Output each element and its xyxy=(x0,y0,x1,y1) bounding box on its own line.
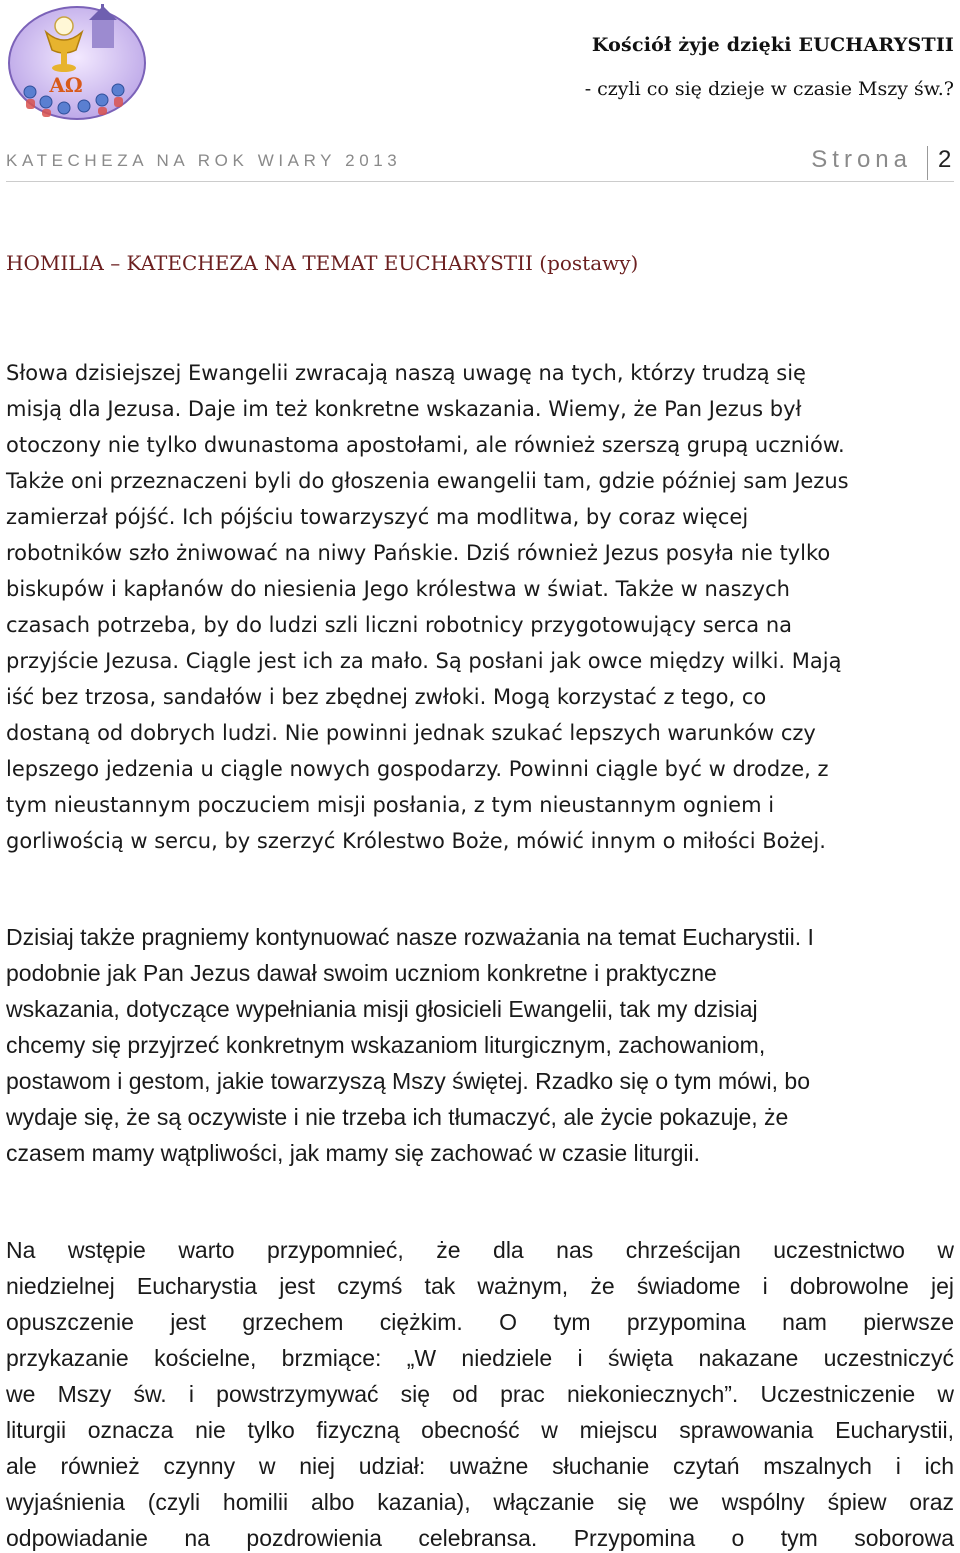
header-subtitle: - czyli co się dzieje w czasie Mszy św.? xyxy=(584,78,954,100)
paragraph-line: dostaną od dobrych ludzi. Nie powinni jednak szukać lepszych warunków czy xyxy=(6,721,816,745)
paragraph-line: Także oni przeznaczeni byli do głoszenia ewangelii tam, gdzie później sam Jezus xyxy=(6,469,849,493)
page-number: 2 xyxy=(938,146,952,173)
paragraph-line: ale również czynny w niej udział: uważne słuchanie czytań mszalnych i ich xyxy=(6,1453,954,1479)
logo-letters: AΩ xyxy=(49,73,83,97)
paragraph-line: lepszego jedzenia u ciągle nowych gospodarzy. Powinni ciągle być w drodze, z xyxy=(6,757,829,781)
paragraph-line: chcemy się przyjrzeć konkretnym wskazaniom liturgicznym, zachowaniom, xyxy=(6,1032,766,1058)
paragraph-line: wyjaśnienia (czyli homilii albo kazania), włączanie się we wspólny śpiew oraz xyxy=(6,1489,954,1515)
paragraph-line: odpowiadanie na pozdrowienia celebransa. Przypomina o tym soborowa xyxy=(6,1525,954,1551)
parish-logo xyxy=(6,4,148,122)
paragraph-line: przykazanie kościelne, brzmiące: „W niedziele i święta nakazane uczestniczyć xyxy=(6,1345,954,1371)
paragraph-line: robotników szło żniwować na niwy Pańskie. Dziś również Jezus posyła nie tylko xyxy=(6,541,831,565)
paragraph-line: zamierzał pójść. Ich pójściu towarzyszyć ma modlitwa, by coraz więcej xyxy=(6,505,749,529)
paragraph-line: gorliwością w sercu, by szerzyć Królestwo Boże, mówić innym o miłości Bożej. xyxy=(6,829,826,853)
paragraph-line: iść bez trzosa, sandałów i bez zbędnej zwłoki. Mogą korzystać z tego, co xyxy=(6,685,767,709)
paragraph-line: liturgii oznacza nie tylko fizyczną obecność w miejscu sprawowania Eucharystii, xyxy=(6,1417,954,1443)
paragraph-line: wydaje się, że są oczywiste i nie trzeba ich tłumaczyć, ale życie pokazuje, że xyxy=(6,1104,789,1130)
paragraph-line: Słowa dzisiejszej Ewangelii zwracają naszą uwagę na tych, którzy trudzą się xyxy=(6,361,806,385)
paragraph-line: otoczony nie tylko dwunastoma apostołami, ale również szerszą grupą uczniów. xyxy=(6,433,845,457)
page-number-divider xyxy=(927,146,928,180)
paragraph-line: opuszczenie jest grzechem ciężkim. O tym przypomina nam pierwsze xyxy=(6,1309,954,1335)
paragraph-line: we Mszy św. i powstrzymywać się od prac niekoniecznych”. Uczestniczenie w xyxy=(6,1381,954,1407)
header-title: Kościół żyje dzięki EUCHARYSTII xyxy=(591,34,954,56)
paragraph-line: czasem mamy wątpliwości, jak mamy się zachować w czasie liturgii. xyxy=(6,1140,701,1166)
page-word: Strona xyxy=(811,146,912,173)
paragraph-line: Na wstępie warto przypomnieć, że dla nas chrześcijan uczestnictwo w xyxy=(6,1237,954,1263)
header-rule xyxy=(6,181,954,182)
section-heading: HOMILIA – KATECHEZA NA TEMAT EUCHARYSTII (postawy) xyxy=(6,251,639,275)
paragraph-line: wskazania, dotyczące wypełniania misji głosicieli Ewangelii, tak my dzisiaj xyxy=(6,996,758,1022)
paragraph-line: misją dla Jezusa. Daje im też konkretne wskazania. Wiemy, że Pan Jezus był xyxy=(6,397,802,421)
running-head: KATECHEZA NA ROK WIARY 2013 xyxy=(6,151,402,170)
paragraph-line: Dzisiaj także pragniemy kontynuować nasze rozważania na temat Eucharystii. I xyxy=(6,924,814,950)
paragraph-line: niedzielnej Eucharystia jest czymś tak ważnym, że świadome i dobrowolne jej xyxy=(6,1273,954,1299)
paragraph-line: podobnie jak Pan Jezus dawał swoim uczniom konkretne i praktyczne xyxy=(6,960,717,986)
paragraph-line: przyjście Jezusa. Ciągle jest ich za mało. Są posłani jak owce między wilki. Mają xyxy=(6,649,842,673)
paragraph-line: postawom i gestom, jakie towarzyszą Mszy świętej. Rzadko się o tym mówi, bo xyxy=(6,1068,810,1094)
paragraph-line: biskupów i kapłanów do niesienia Jego królestwa w świat. Także w naszych xyxy=(6,577,790,601)
paragraph-line: czasach potrzeba, by do ludzi szli liczni robotnicy przygotowujący serca na xyxy=(6,613,793,637)
paragraph-line: tym nieustannym poczuciem misji posłania, z tym nieustannym ogniem i xyxy=(6,793,775,817)
